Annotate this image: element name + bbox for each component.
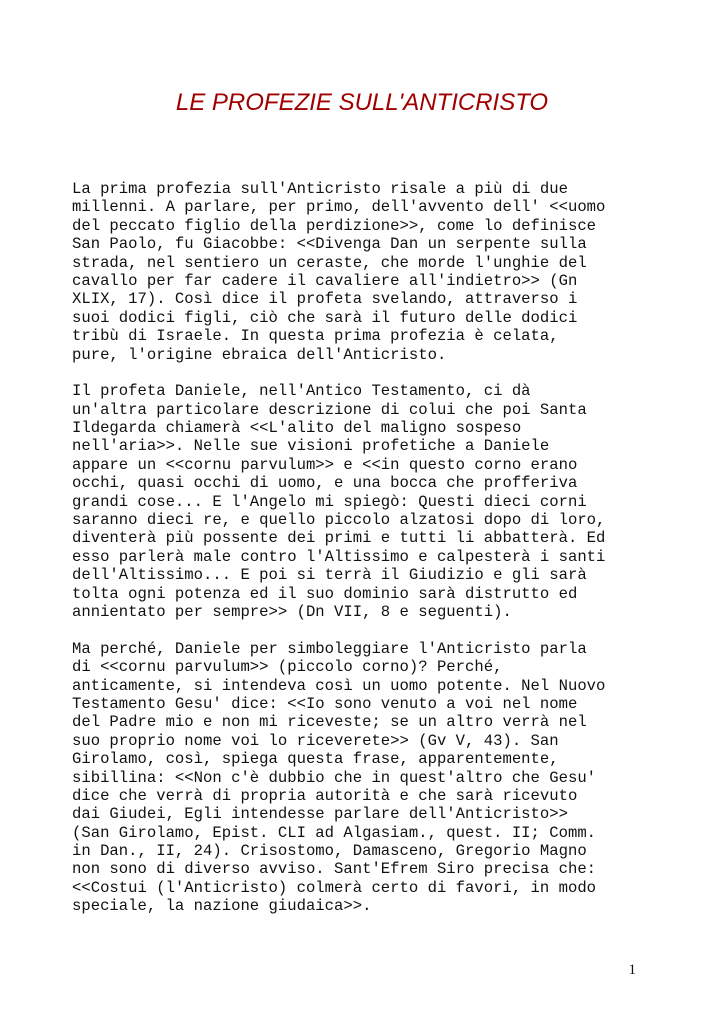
text-line: occhi, quasi occhi di uomo, e una bocca che profferiva [72,474,578,493]
paragraph-2 [72,382,662,621]
text-line: nell'aria>>. Nelle sue visioni profetiche a Daniele [72,437,550,456]
text-line: diventerà più possente dei primi e tutti li abbatterà. Ed [72,529,606,548]
text-line: pure, l'origine ebraica dell'Anticristo. [72,345,447,364]
paragraph-3 [72,640,662,916]
text-line: annientato per sempre>> (Dn VII, 8 e seguenti). [72,602,512,621]
text-line: suoi dodici figli, ciò che sarà il futuro delle dodici [72,308,578,327]
text-line: Ildegarda chiamerà <<L'alito del maligno sospeso [72,419,522,438]
page-number: 1 [628,962,636,978]
text-line: Il profeta Daniele, nell'Antico Testamento, ci dà [72,382,531,401]
text-line: millenni. A parlare, per primo, dell'avvento dell' <<uomo [72,198,606,217]
text-line: San Paolo, fu Giacobbe: <<Divenga Dan un serpente sulla [72,235,587,254]
text-line: tolta ogni potenza ed il suo dominio sarà distrutto ed [72,584,578,603]
text-line: Girolamo, così, spiega questa frase, apparentemente, [72,750,559,769]
text-line: di <<cornu parvulum>> (piccolo corno)? Perché, [72,658,503,677]
text-line: in Dan., II, 24). Crisostomo, Damasceno, Gregorio Magno [72,842,587,861]
text-line: grandi cose... E l'Angelo mi spiegò: Questi dieci corni [72,492,587,511]
text-line: appare un <<cornu parvulum>> e <<in questo corno erano [72,455,578,474]
text-line: esso parlerà male contro l'Altissimo e calpesterà i santi [72,547,606,566]
text-line: sibillina: <<Non c'è dubbio che in quest'altro che Gesu' [72,768,597,787]
text-line: cavallo per far cadere il cavaliere all'indietro>> (Gn [72,271,578,290]
text-line: un'altra particolare descrizione di colui che poi Santa [72,400,587,419]
text-line: del peccato figlio della perdizione>>, come lo definisce [72,216,597,235]
text-line: anticamente, si intendeva così un uomo potente. Nel Nuovo [72,676,606,695]
text-line: non sono di diverso avviso. Sant'Efrem Siro precisa che: [72,860,597,879]
text-line: Testamento Gesu' dice: <<Io sono venuto a voi nel nome [72,694,578,713]
text-line: dell'Altissimo... E poi si terrà il Giudizio e gli sarà [72,566,587,585]
body-text [72,180,662,934]
text-line: (San Girolamo, Epist. CLI ad Algasiam., quest. II; Comm. [72,823,597,842]
text-line: saranno dieci re, e quello piccolo alzatosi dopo di loro, [72,511,606,530]
paragraph-1 [72,180,662,364]
text-line: del Padre mio e non mi riceveste; se un altro verrà nel [72,713,587,732]
text-line: <<Costui (l'Anticristo) colmerà certo di favori, in modo [72,878,597,897]
page-title: LE PROFEZIE SULL'ANTICRISTO [175,89,549,116]
text-line: strada, nel sentiero un ceraste, che morde l'unghie del [72,253,587,272]
text-line: speciale, la nazione giudaica>>. [72,897,372,916]
text-line: dice che verrà di propria autorità e che sarà ricevuto [72,786,578,805]
text-line: Ma perché, Daniele per simboleggiare l'Anticristo parla [72,639,587,658]
text-line: suo proprio nome voi lo riceverete>> (Gv V, 43). San [72,731,559,750]
text-line: La prima profezia sull'Anticristo risale a più di due [72,180,568,198]
text-line: tribù di Israele. In questa prima profezia è celata, [72,327,559,346]
text-line: dai Giudei, Egli intendesse parlare dell'Anticristo>> [72,805,568,824]
text-line: XLIX, 17). Così dice il profeta svelando, attraverso i [72,290,578,309]
